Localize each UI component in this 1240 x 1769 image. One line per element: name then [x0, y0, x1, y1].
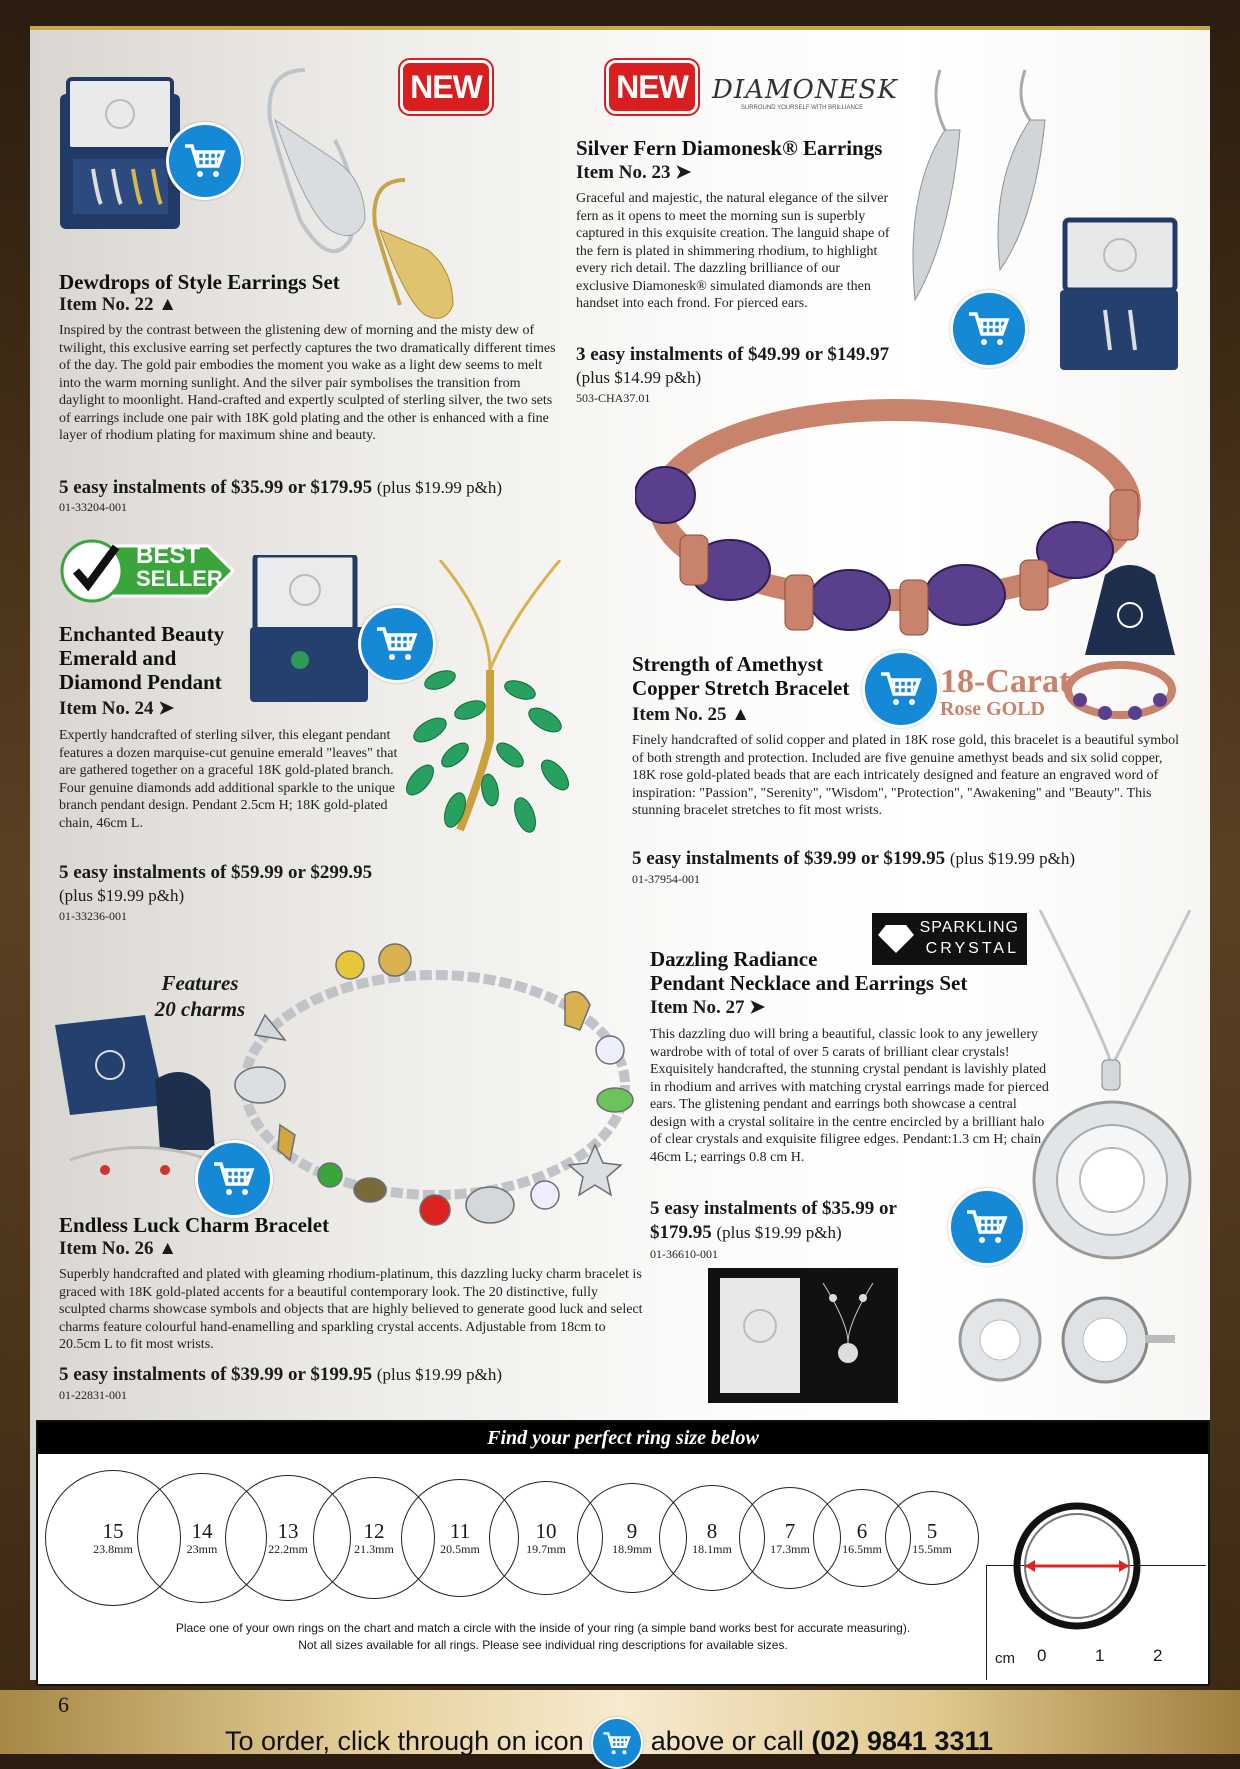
arrow-right-icon: ➤: [158, 698, 175, 719]
price-line-2: $179.95 (plus $19.99 p&h): [650, 1222, 842, 1243]
features-callout: Features 20 charms: [154, 971, 246, 1021]
ring-size-chart: [36, 1420, 1210, 1686]
product-code: 01-36610-001: [650, 1247, 718, 1261]
ruler-unit: cm: [995, 1650, 1015, 1667]
sparkling-crystal-badge: SPARKLING CRYSTAL: [872, 913, 1027, 965]
item-number: Item No. 22 ▲: [59, 294, 178, 315]
product-title: Silver Fern Diamonesk® Earrings: [576, 136, 883, 160]
ruler-tick: 2: [1153, 1646, 1163, 1665]
emerald-pendant-image: [380, 560, 600, 860]
product-code: 01-33204-001: [59, 500, 127, 514]
product-code: 503-CHA37.01: [576, 391, 651, 405]
price-line: 3 easy instalments of $49.99 or $149.97: [576, 344, 890, 365]
product-title: Strength of Amethyst Copper Stretch Bracelet: [632, 652, 850, 700]
product-description: Finely handcrafted of solid copper and plated in 18K rose gold, this bracelet is a beautiful symbol of both strength and protection. Included are five genuine amethyst beads and six solid copper, 18K rose gold-plated beads that are each intricately designed and feature an engraved word of inspiration: "Passion", "Serenity", "Wisdom", "Protection", "Awakening" and "Beauty". This stunning bracelet stretches to fit most wrists.: [632, 733, 1180, 818]
fern-earrings-image: [900, 60, 1070, 320]
price-ph: (plus $19.99 p&h): [59, 886, 185, 905]
ruler-tick: 0: [1037, 1646, 1047, 1665]
page-number: 6: [58, 1692, 69, 1717]
ruler-tick: 1: [1095, 1646, 1105, 1665]
ring-circles: [45, 1470, 1045, 1605]
charm-box-image: [45, 1010, 220, 1190]
item-number: Item No. 26 ▲: [59, 1238, 178, 1259]
pendant-set-box-image: [708, 1268, 898, 1403]
shopping-cart-icon: [602, 1730, 632, 1757]
rose-gold-badge: 18-Carat Rose GOLD: [940, 663, 1071, 720]
product-description: Expertly handcrafted of sterling silver, this elegant pendant features a dozen marquise-cut genuine emerald "leaves" that are gathered together on a graceful 18K gold-plated branch. Four genuine diamonds add additional sparkle to the unique branch pendant design. Pendant 2.5cm H; 18K gold-plated chain, 46cm L.: [59, 728, 398, 831]
cart-button-item-25[interactable]: [862, 650, 940, 728]
ring-circle-15: 15 23.8mm: [45, 1470, 181, 1606]
ring-size-heading: Find your perfect ring size below: [38, 1422, 1208, 1454]
arrow-right-icon: ➤: [675, 162, 692, 183]
phone-number[interactable]: (02) 9841 3311: [811, 1726, 994, 1757]
shopping-cart-icon: [879, 669, 923, 709]
product-title: Dewdrops of Style Earrings Set: [59, 270, 340, 294]
arrow-up-icon: ▲: [158, 1238, 178, 1259]
product-description: Superbly handcrafted and plated with gleaming rhodium-platinum, this dazzling lucky charm bracelet is graced with 18K gold-plated accents for a beautiful contemporary look. The 20 distinctive, fully sculpted charms showcase symbols and objects that are highly believed to generate good luck and select charms feature colourful hand-enamelling and sparkling crystal accents. Adjustable from 18cm to 20.5cm L to fit most wrists.: [59, 1267, 643, 1352]
ring-circle-10: 10 19.7mm: [489, 1481, 603, 1595]
charm-bracelet-image: [220, 935, 640, 1245]
ring-circle-8: 8 18.1mm: [659, 1485, 765, 1591]
cart-button-item-23[interactable]: [950, 290, 1028, 368]
ring-on-ruler-image: [997, 1471, 1157, 1631]
cart-button-item-22[interactable]: [166, 122, 244, 200]
product-description: This dazzling duo will bring a beautiful, classic look to any jewellery wardrobe with of total of over 5 carats of brilliant clear crystals! Exquisitely handcrafted, the stunning crystal pendant is lavishly plated in rhodium and arrives with matching crystal earrings made for pierced ears. The glistening pendant and earrings both showcase a central design with a crystal solitaire in the centre encircled by a brilliant halo of clear crystals and exquisite filigree edges. Pendant:1.3 cm H; chain 46cm L; earrings 0.8 cm H.: [650, 1027, 1049, 1165]
diamonesk-logo: DIAMONESK SURROUND YOURSELF WITH BRILLIANCE: [712, 75, 898, 111]
shopping-cart-icon: [965, 1207, 1009, 1247]
price-line: 5 easy instalments of $59.99 or $299.95: [59, 862, 373, 883]
ring-circle-13: 13 22.2mm: [225, 1475, 351, 1601]
cart-button-item-27[interactable]: [948, 1188, 1026, 1266]
shopping-cart-icon: [183, 141, 227, 181]
item-number: Item No. 27 ➤: [650, 997, 766, 1018]
shopping-cart-icon: [375, 624, 419, 664]
order-instructions: To order, click through on icon above or call (02) 9841 3311: [225, 1717, 993, 1769]
cart-button-item-24[interactable]: [358, 605, 436, 683]
product-code: 01-33236-001: [59, 909, 127, 923]
price-line: 5 easy instalments of $39.99 or $199.95 (plus $19.99 p&h): [632, 848, 1076, 869]
item-number: Item No. 25 ▲: [632, 704, 751, 725]
arrow-up-icon: ▲: [158, 294, 178, 315]
shopping-cart-icon: [967, 309, 1011, 349]
earrings-box-image: [58, 74, 183, 234]
new-badge: NEW: [606, 60, 698, 114]
new-badge: NEW: [400, 60, 492, 114]
ring-circle-12: 12 21.3mm: [313, 1477, 435, 1599]
ring-circle-6: 6 16.5mm: [813, 1489, 911, 1587]
cart-button-item-26[interactable]: [195, 1140, 273, 1218]
product-description: Inspired by the contrast between the glistening dew of morning and the misty dew of twilight, this exclusive earring set perfectly captures the two dramatically different times of the day. The gold pair embodies the moment you wake as a light dew seems to melt into the warm morning sunlight. And the silver pair symbolises the transition from daylight to moonlight. Hand-crafted and expertly sculpted of sterling silver, the two sets of earrings include one pair with 18K gold plating and the other is enhanced with a fine layer of rhodium plating for maximum shine and beauty.: [59, 323, 556, 443]
price-ph: (plus $14.99 p&h): [576, 368, 702, 387]
price-line: 5 easy instalments of $35.99 or: [650, 1198, 897, 1219]
ring-circle-14: 14 23mm: [137, 1473, 267, 1603]
ring-circle-7: 7 17.3mm: [739, 1487, 841, 1589]
item-number: Item No. 23 ➤: [576, 162, 692, 183]
ring-circle-5: 5 15.5mm: [885, 1491, 979, 1585]
price-line: 5 easy instalments of $39.99 or $199.95 (plus $19.99 p&h): [59, 1364, 503, 1385]
ruler: [986, 1565, 1206, 1680]
product-code: 01-22831-001: [59, 1388, 127, 1402]
item-number: Item No. 24 ➤: [59, 698, 175, 719]
best-seller-badge: BEST SELLER: [58, 538, 236, 604]
product-title: Dazzling Radiance Pendant Necklace and Earrings Set: [650, 947, 968, 995]
ring-size-notes: Place one of your own rings on the chart and match a circle with the inside of your ring (a simple band works best for accurate measuring). Not all sizes available for all rings. Please see individual ring descriptions for available sizes.: [175, 1621, 911, 1652]
arrow-right-icon: ➤: [749, 997, 766, 1018]
product-title: Endless Luck Charm Bracelet: [59, 1213, 330, 1237]
pouch-image: [1075, 555, 1185, 665]
shopping-cart-icon: [212, 1159, 256, 1199]
crystal-earrings-image: [955, 1290, 1180, 1395]
product-code: 01-37954-001: [632, 872, 700, 886]
ring-circle-9: 9 18.9mm: [577, 1483, 687, 1593]
price-line: 5 easy instalments of $35.99 or $179.95 (plus $19.99 p&h): [59, 477, 503, 498]
product-title: Enchanted Beauty Emerald and Diamond Pendant: [59, 622, 225, 694]
footer-cart-button[interactable]: [591, 1717, 643, 1769]
product-description: Graceful and majestic, the natural elegance of the silver fern as it opens to meet the morning sun is superbly captured in this exquisite creation. The languid shape of the fern is plated in shimmering rhodium, to highlight every rich detail. The dazzling brilliance of our exclusive Diamonesk® simulated diamonds are then handset into each frond. For pierced ears.: [576, 191, 890, 311]
arrow-up-icon: ▲: [731, 704, 751, 725]
ring-circle-11: 11 20.5mm: [401, 1479, 519, 1597]
bracelet-thumbnail-image: [1060, 655, 1180, 725]
pendant-box-image: [250, 555, 370, 705]
fern-box-image: [1060, 215, 1180, 375]
